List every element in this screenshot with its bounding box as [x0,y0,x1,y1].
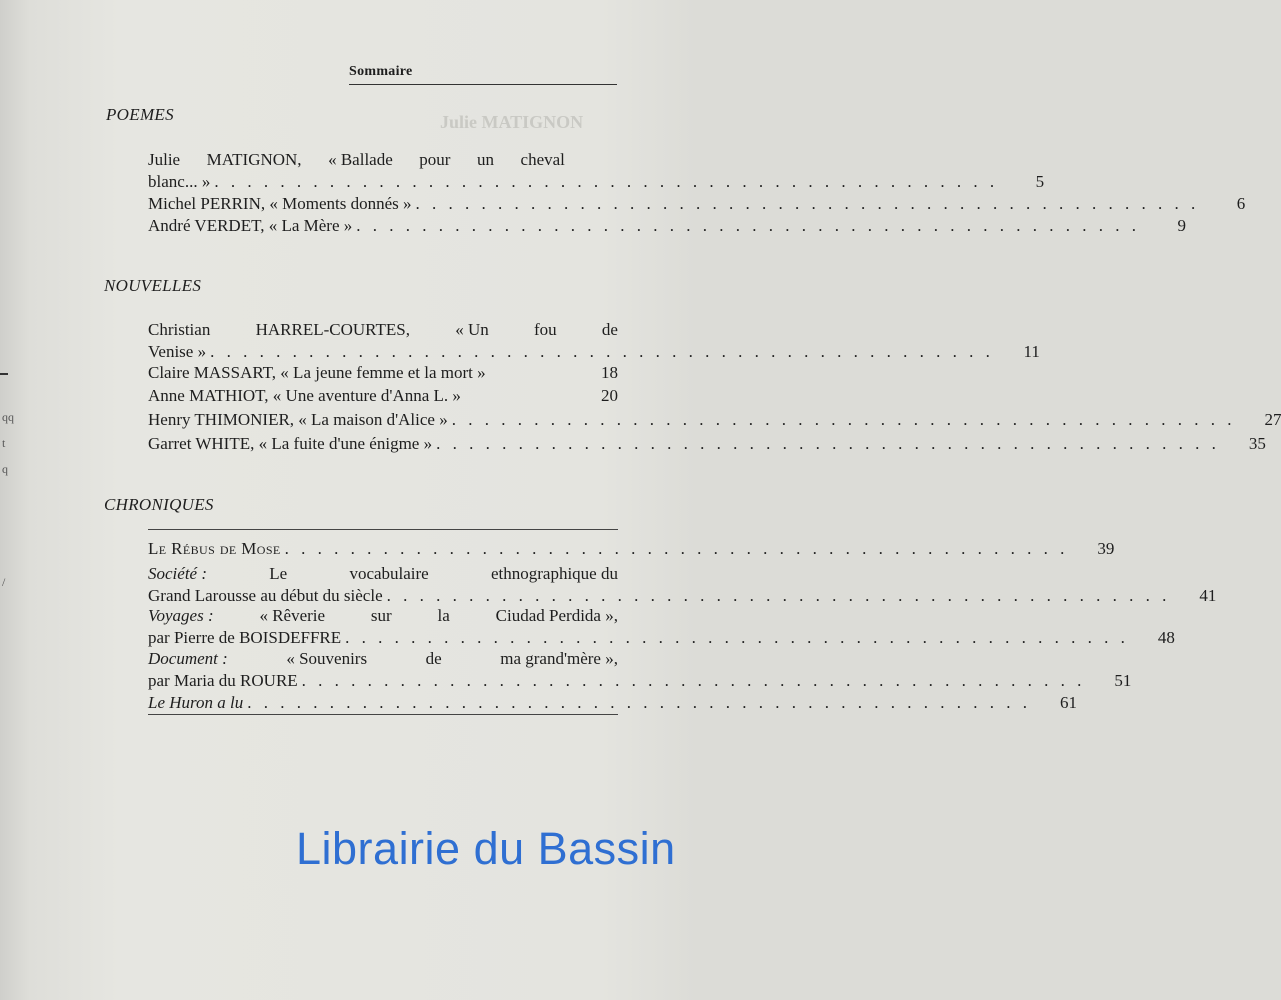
toc-entry-line: Grand Larousse au début du siècle . . . . . . . . . . . . . . . . . . . . . . . . . . . . . . . . . . . . . . . . . . . . . . . . 41 [148,586,1217,605]
section-title-nouvelles: NOUVELLES [104,276,202,295]
page-number: 11 [1023,342,1040,361]
toc-entry-line: par Pierre de BOISDEFFRE . . . . . . . . . . . . . . . . . . . . . . . . . . . . . . . . . . . . . . . . . . . . . . . . 48 [148,628,1175,647]
toc-entry-line: Le Huron a lu . . . . . . . . . . . . . . . . . . . . . . . . . . . . . . . . . . . . . . . . . . . . . . . . 61 [148,693,1077,712]
toc-entry-line: Christian HARREL-COURTES, « Un fou de [148,320,618,339]
toc-entry [148,319,1040,363]
toc-entry [148,362,618,384]
divider [148,529,618,530]
toc-entry [148,193,1246,215]
page-header [349,62,617,85]
toc-entry [148,215,1187,237]
margin-mark [0,373,8,375]
toc-entry [148,692,1077,714]
toc-entry-line: Voyages : « Rêverie sur la Ciudad Perdida », [148,606,618,625]
toc-entry-line: blanc... » . . . . . . . . . . . . . . . . . . . . . . . . . . . . . . . . . . . . . . . . . . . . . . . . 5 [148,172,1045,191]
header-title: Sommaire [349,64,413,79]
dot-leader: . . . . . . . . . . . . . . . . . . . . . . . . . . . . . . . . . . . . . . . . . . . . . . . . [451,410,1236,429]
dot-leader: . . . . . . . . . . . . . . . . . . . . . . . . . . . . . . . . . . . . . . . . . . . . . . . . [386,586,1171,605]
page-number: 5 [1035,172,1045,191]
page-number: 27 [1264,410,1281,429]
toc-entry-line: Garret WHITE, « La fuite d'une énigme » . . . . . . . . . . . . . . . . . . . . . . . . . . . . . . . . . . . . . . . . . . . . . . . . 35 [148,434,1266,453]
page-number: 61 [1060,693,1077,712]
page-number: 39 [1097,539,1115,558]
dot-leader: . . . . . . . . . . . . . . . . . . . . . . . . . . . . . . . . . . . . . . . . . . . . . . . . [356,216,1141,235]
margin-mark: t [2,436,6,450]
section-title-chroniques: CHRONIQUES [104,495,214,514]
page-number: 18 [601,363,618,382]
toc-entry-line: Anne MATHIOT, « Une aventure d'Anna L. » 20 [148,386,618,405]
toc-entry-line: par Maria du ROURE . . . . . . . . . . . . . . . . . . . . . . . . . . . . . . . . . . . . . . . . . . . . . . . . 51 [148,671,1132,690]
watermark-text: Librairie du Bassin [296,823,676,874]
toc-entry-line: Document : « Souvenirs de ma grand'mère », [148,649,618,668]
margin-mark: qq [2,410,14,424]
toc-entry-line: Claire MASSART, « La jeune femme et la mort » 18 [148,363,618,382]
toc-entry [148,149,1045,193]
margin-mark: q [2,462,8,476]
toc-entry-line: André VERDET, « La Mère » . . . . . . . . . . . . . . . . . . . . . . . . . . . . . . . . . . . . . . . . . . . . . . . . 9 [148,216,1187,235]
margin-mark: / [2,575,6,589]
dot-leader: . . . . . . . . . . . . . . . . . . . . . . . . . . . . . . . . . . . . . . . . . . . . . . . . [210,342,994,361]
page-number: 48 [1157,628,1175,647]
toc-entry [148,433,1266,455]
toc-entry-line: Venise » . . . . . . . . . . . . . . . . . . . . . . . . . . . . . . . . . . . . . . . . . . . . . . . . 11 [148,342,1040,361]
dot-leader: . . . . . . . . . . . . . . . . . . . . . . . . . . . . . . . . . . . . . . . . . . . . . . . . [284,539,1069,558]
toc-entry [148,605,1175,649]
page-number: 9 [1177,216,1187,235]
toc-entry-line: Henry THIMONIER, « La maison d'Alice » . . . . . . . . . . . . . . . . . . . . . . . . . . . . . . . . . . . . . . . . . . . . . . . . 27 [148,410,1281,429]
page-number: 20 [601,386,618,405]
dot-leader: . . . . . . . . . . . . . . . . . . . . . . . . . . . . . . . . . . . . . . . . . . . . . . . . [345,628,1129,647]
divider [148,714,618,715]
dot-leader: . . . . . . . . . . . . . . . . . . . . . . . . . . . . . . . . . . . . . . . . . . . . . . . . [247,693,1031,712]
page-number: 51 [1114,671,1132,690]
page-number: 6 [1236,194,1246,213]
dot-leader: . . . . . . . . . . . . . . . . . . . . . . . . . . . . . . . . . . . . . . . . . . . . . . . . [415,194,1200,213]
page-number: 35 [1248,434,1266,453]
section-title-poemes: POEMES [106,105,174,124]
toc-entry [148,538,1115,560]
toc-entry [148,409,1281,431]
toc-entry [148,648,1132,692]
dot-leader: . . . . . . . . . . . . . . . . . . . . . . . . . . . . . . . . . . . . . . . . . . . . . . . . [436,434,1220,453]
dot-leader: . . . . . . . . . . . . . . . . . . . . . . . . . . . . . . . . . . . . . . . . . . . . . . . . [214,172,999,191]
bleed-through-text: Julie MATIGNON [440,112,584,132]
toc-entry-line: Le Rébus de Mose . . . . . . . . . . . . . . . . . . . . . . . . . . . . . . . . . . . . . . . . . . . . . . . . 39 [148,539,1115,558]
toc-entry [148,563,1217,607]
toc-entry-line: Julie MATIGNON, « Ballade pour un cheval [148,150,565,169]
page-number: 41 [1199,586,1217,605]
dot-leader: . . . . . . . . . . . . . . . . . . . . . . . . . . . . . . . . . . . . . . . . . . . . . . . . [301,671,1086,690]
toc-entry-line: Société : Le vocabulaire ethnographique du [148,564,618,583]
toc-entry [148,385,618,407]
toc-entry-line: Michel PERRIN, « Moments donnés » . . . . . . . . . . . . . . . . . . . . . . . . . . . . . . . . . . . . . . . . . . . . . . . . 6 [148,194,1246,213]
